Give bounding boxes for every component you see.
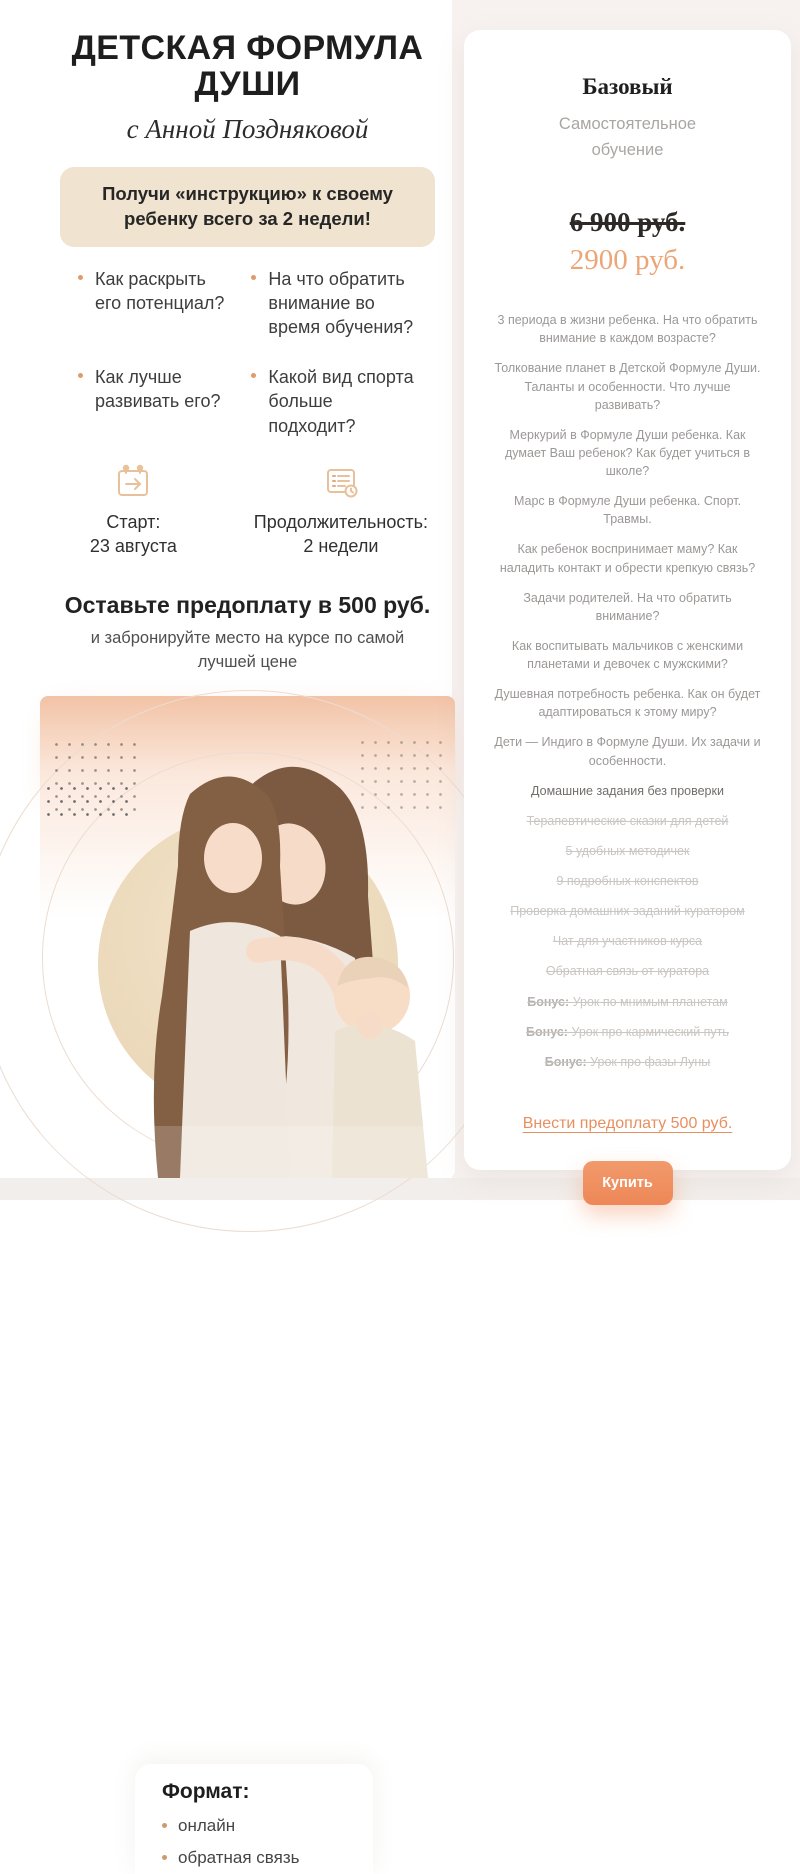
current-price: 2900 руб. <box>569 244 686 277</box>
format-item: обратная связь <box>162 1848 373 1868</box>
checklist-clock-icon <box>321 462 361 502</box>
feature-item: Душевная потребность ребенка. Как он будет адаптироваться к этому миру? <box>494 687 761 720</box>
feature-item: Меркурий в Формуле Души ребенка. Как думает Ваш ребенок? Как будет учиться в школе? <box>505 427 750 478</box>
question-item: На что обратить внимание во время обучения? <box>251 267 421 339</box>
question-item: Как раскрыть его потенциал? <box>78 267 229 339</box>
photo-section <box>40 696 455 1867</box>
bonus-item: Бонус: Урок по мнимым планетам <box>527 994 728 1009</box>
feature-item: Дети — Индиго в Формуле Души. Их задачи и особенности. <box>494 735 761 768</box>
calendar-icon <box>113 462 153 502</box>
tier-subtitle: Самостоятельное обучение <box>558 115 697 159</box>
bullet-icon <box>251 373 256 378</box>
feature-item: 3 периода в жизни ребенка. На что обратить внимание в каждом возрасте? <box>497 313 758 346</box>
feature-item: Задачи родителей. На что обратить внимание? <box>523 590 732 623</box>
page-title: ДЕТСКАЯ ФОРМУЛА ДУШИ <box>71 29 424 104</box>
bullet-icon <box>78 373 83 378</box>
start-label: Старт: <box>106 511 161 532</box>
format-title: Формат: <box>162 1780 250 1803</box>
excluded-feature-item: Проверка домашних заданий куратором <box>510 904 745 919</box>
duration-label: Продолжительность: <box>253 511 428 532</box>
feature-item: Как воспитывать мальчиков с женскими планетами и девочек с мужскими? <box>511 638 744 671</box>
old-price: 6 900 руб. <box>569 207 686 238</box>
course-info-row <box>40 462 455 559</box>
left-column <box>40 0 455 785</box>
promo-banner: Получи «инструкцию» к своему ребенку всего за 2 недели! <box>60 167 435 247</box>
excluded-feature-item: Чат для участников курса <box>552 934 703 949</box>
buy-button[interactable]: Купить <box>583 1161 673 1205</box>
bonus-item: Бонус: Урок про кармический путь <box>526 1024 729 1039</box>
prepay-link[interactable]: Внести предоплату 500 руб. <box>522 1114 733 1132</box>
duration-info <box>227 462 455 559</box>
feature-item: Как ребенок воспринимает маму? Как наладить контакт и обрести крепкую связь? <box>499 542 756 575</box>
excluded-feature-item: Обратная связь от куратора <box>545 964 710 979</box>
bullet-icon <box>162 1855 167 1860</box>
page-subtitle: с Анной Поздняковой <box>126 114 369 145</box>
bullet-icon <box>162 1823 167 1828</box>
excluded-feature-item: 9 подробных конспектов <box>556 874 699 888</box>
format-item: онлайн <box>162 1816 373 1836</box>
question-item: Какой вид спорта больше подходит? <box>251 365 421 437</box>
feature-list <box>492 311 763 1071</box>
tier-name: Базовый <box>582 74 673 99</box>
bonus-item: Бонус: Урок про фазы Луны <box>544 1054 711 1069</box>
questions-grid <box>40 267 455 438</box>
start-value: 23 августа <box>89 535 177 556</box>
bullet-icon <box>251 275 256 280</box>
feature-item: Домашние задания без проверки <box>531 783 724 798</box>
pricing-card <box>464 30 791 1191</box>
start-info <box>40 462 227 559</box>
question-item: Как лучше развивать его? <box>78 365 229 437</box>
format-items <box>162 1816 373 1868</box>
excluded-feature-item: 5 удобных методичек <box>565 843 690 858</box>
feature-item: Толкование планет в Детской Формуле Души. Таланты и особенности. Что лучше развивать? <box>494 361 761 412</box>
prepay-subheading: и забронируйте место на курсе по самой лучшей цене <box>90 629 405 672</box>
feature-item: Марс в Формуле Души ребенка. Спорт. Травмы. <box>513 494 742 527</box>
prepay-heading: Оставьте предоплату в 500 руб. <box>64 592 431 619</box>
format-card <box>135 1764 373 1874</box>
bullet-icon <box>78 275 83 280</box>
excluded-feature-item: Терапевтические сказки для детей <box>526 813 729 828</box>
family-photo <box>40 696 455 1178</box>
duration-value: 2 недели <box>303 535 379 556</box>
